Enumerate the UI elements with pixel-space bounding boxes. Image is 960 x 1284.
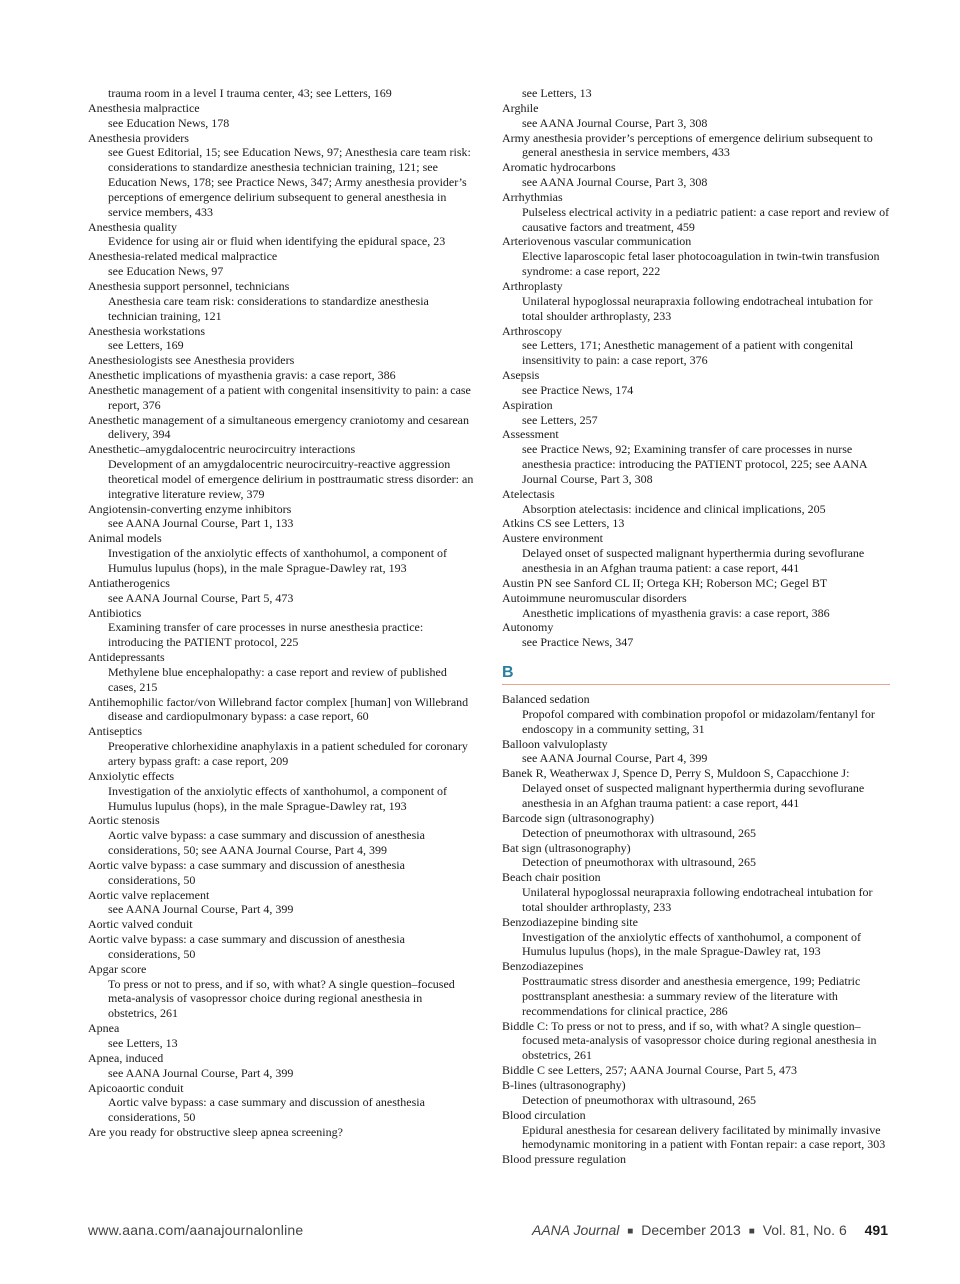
index-entry: [88, 442, 474, 501]
index-term: Anesthesia providers: [88, 130, 189, 145]
index-entry: [502, 915, 890, 960]
index-term: Arghile: [502, 100, 539, 115]
index-entry: [88, 606, 474, 651]
index-column-left: [88, 86, 474, 1140]
index-entry: [502, 516, 890, 531]
index-term: Aortic stenosis: [88, 813, 160, 828]
index-term: Antiatherogenics: [88, 575, 170, 590]
index-entry: [502, 766, 890, 811]
index-subentry: Evidence for using air or fluid when identifying the epidural space, 23: [108, 234, 446, 249]
index-entry: [502, 692, 890, 737]
index-term: Benzodiazepine binding site: [502, 914, 638, 929]
index-subentry: Propofol compared with combination propofol or midazolam/fentanyl for endoscopy in a community setting, 31: [522, 706, 875, 736]
index-subentry: see Letters, 257: [522, 412, 598, 427]
index-entry: [502, 811, 890, 841]
index-entry: [88, 383, 474, 413]
index-entry: [88, 724, 474, 769]
index-entry: [502, 398, 890, 428]
index-subentry: Delayed onset of suspected malignant hyperthermia during sevoflurane anesthesia in an Afghan trauma patient: a case report, 441: [522, 546, 865, 575]
index-entry: [502, 1019, 890, 1064]
index-subentry: see Practice News, 174: [522, 382, 634, 397]
index-entry: [88, 1021, 474, 1051]
index-subentry: Preoperative chlorhexidine anaphylaxis in a patient scheduled for coronary artery bypass graft: a case report, 209: [108, 739, 468, 768]
index-entry: [502, 591, 890, 621]
index-entry: [502, 1063, 890, 1078]
index-entry: [88, 1081, 474, 1126]
index-entry: [502, 324, 890, 369]
index-term: Barcode sign (ultrasonography): [502, 810, 654, 825]
index-entry: [88, 279, 474, 324]
index-subentry: Detection of pneumothorax with ultrasound, 265: [522, 1092, 756, 1107]
index-entry: [502, 1078, 890, 1108]
index-section-b: [502, 692, 890, 1167]
index-entry: [502, 131, 890, 161]
index-subentry: Anesthesia care team risk: considerations to standardize anesthesia technician training, 121: [108, 293, 429, 323]
index-subentry: see Guest Editorial, 15; see Education News, 97; Anesthesia care team risk: considerations to standardize anesthesia technician training, 121; see Education News, 178; see Practice News, 347; Army anesthesia provider’s perceptions of emergence delirium subsequent to general anesthesia in service members, 433: [108, 145, 471, 219]
index-entry: [88, 813, 474, 858]
index-entry: [88, 531, 474, 576]
index-subentry: see AANA Journal Course, Part 4, 399: [108, 1065, 294, 1080]
index-entry: [502, 576, 890, 591]
index-term: Benzodiazepines: [502, 959, 584, 974]
index-entry: [88, 86, 474, 101]
index-term: Atelectasis: [502, 486, 555, 501]
index-subentry: see AANA Journal Course, Part 4, 399: [108, 902, 294, 917]
index-term: Anesthesia support personnel, technicians: [88, 278, 290, 293]
index-term: Aromatic hydrocarbons: [502, 160, 616, 175]
index-term: Aortic valved conduit: [88, 917, 193, 932]
index-entry: [88, 932, 474, 962]
index-term: Austere environment: [502, 531, 603, 546]
index-term: Anesthesia-related medical malpractice: [88, 249, 278, 264]
index-entry: [88, 1051, 474, 1081]
index-term: Apicoaortic conduit: [88, 1080, 184, 1095]
index-term: Anesthesia workstations: [88, 323, 205, 338]
index-entry: [88, 576, 474, 606]
index-subentry: Pulseless electrical activity in a pediatric patient: a case report and review of causative factors and treatment, 459: [522, 204, 890, 234]
index-entry: [502, 427, 890, 486]
index-entry: [502, 737, 890, 767]
index-entry: [502, 531, 890, 576]
index-entry: [88, 353, 474, 368]
index-term: Animal models: [88, 531, 162, 546]
index-term: Austin PN see Sanford CL II; Ortega KH; Roberson MC; Gegel BT: [502, 575, 828, 590]
index-subentry: see Letters, 13: [108, 1036, 178, 1050]
index-term: Antibiotics: [88, 605, 142, 620]
index-entry: [502, 870, 890, 915]
index-subentry: see Practice News, 92; Examining transfer of care processes in nurse anesthesia practice: introducing the PATIENT protocol, 225; see AANA Journal Course, Part 3, 308: [522, 442, 867, 486]
index-term: Assessment: [502, 427, 559, 442]
index-entry: [88, 368, 474, 383]
index-entry: [502, 620, 890, 650]
index-subentry: see AANA Journal Course, Part 5, 473: [108, 590, 294, 605]
index-entry: [88, 101, 474, 131]
index-term: Blood pressure regulation: [502, 1152, 626, 1167]
index-term: Asepsis: [502, 368, 540, 383]
index-entry: [88, 131, 474, 220]
index-entry: [502, 487, 890, 517]
index-term: Autoimmune neuromuscular disorders: [502, 590, 687, 605]
index-entry: [88, 769, 474, 814]
index-entry: [502, 368, 890, 398]
index-entry: [88, 917, 474, 932]
index-subentry: see AANA Journal Course, Part 1, 133: [108, 516, 294, 531]
separator-square-icon: ■: [627, 1226, 634, 1237]
index-term: Anesthetic management of a simultaneous emergency craniotomy and cesarean delivery, 394: [88, 412, 469, 442]
index-entry: [502, 160, 890, 190]
index-entry: [502, 959, 890, 1018]
index-subentry: Absorption atelectasis: incidence and clinical implications, 205: [522, 501, 826, 516]
index-subentry: see Practice News, 347: [522, 635, 634, 650]
index-entry: [88, 650, 474, 695]
index-term: Anesthesiologists see Anesthesia providers: [88, 353, 295, 368]
index-subentry: Anesthetic implications of myasthenia gravis: a case report, 386: [522, 605, 830, 620]
index-term: Anesthetic–amygdalocentric neurocircuitry interactions: [88, 442, 356, 457]
journal-citation: [532, 1222, 888, 1238]
index-entry: [88, 858, 474, 888]
index-entry: [502, 841, 890, 871]
index-entry: [88, 413, 474, 443]
index-term: Bat sign (ultrasonography): [502, 840, 631, 855]
index-term: Biddle C see Letters, 257; AANA Journal Course, Part 5, 473: [502, 1063, 797, 1078]
index-entry: [88, 695, 474, 725]
index-subentry: To press or not to press, and if so, with what? A single question–focused meta-analysis of vasopressor choice during regional anesthesia in obstetrics, 261: [108, 976, 455, 1021]
index-subentry: Investigation of the anxiolytic effects of xanthohumol, a component of Humulus lupulus (hops), in the male Sprague-Dawley rat, 193: [522, 929, 862, 959]
index-subentry: see Letters, 13: [522, 86, 592, 100]
index-term: Anesthetic management of a patient with congenital insensitivity to pain: a case report, 376: [88, 382, 471, 412]
page-number: 491: [864, 1222, 888, 1238]
index-subentry: see Letters, 169: [108, 338, 184, 353]
index-term: Blood circulation: [502, 1107, 586, 1122]
index-subentry: Aortic valve bypass: a case summary and discussion of anesthesia considerations, 50: [108, 1095, 425, 1125]
index-term: Arthroscopy: [502, 323, 562, 338]
index-subentry: Investigation of the anxiolytic effects of xanthohumol, a component of Humulus lupulus (hops), in the male Sprague-Dawley rat, 193: [108, 783, 448, 813]
index-entry: [502, 234, 890, 279]
index-term: Antiseptics: [88, 724, 142, 739]
index-term: Apnea: [88, 1021, 120, 1036]
index-subentry: Investigation of the anxiolytic effects of xanthohumol, a component of Humulus lupulus (hops), in the male Sprague-Dawley rat, 193: [108, 546, 448, 575]
index-subentry: see Education News, 178: [108, 115, 230, 130]
index-subentry: Unilateral hypoglossal neurapraxia following endotracheal intubation for total shoulder arthroplasty, 233: [522, 293, 873, 323]
index-subentry: Methylene blue encephalopathy: a case report and review of published cases, 215: [108, 664, 447, 694]
index-column-right: [502, 86, 890, 1167]
index-term: Anxiolytic effects: [88, 768, 175, 783]
index-term: B-lines (ultrasonography): [502, 1078, 626, 1092]
index-term: Anesthesia malpractice: [88, 100, 200, 115]
index-entry: [502, 190, 890, 235]
journal-volume: Vol. 81, No. 6: [762, 1222, 847, 1238]
index-subentry: Elective laparoscopic fetal laser photocoagulation in twin-twin transfusion syndrome: a case report, 222: [522, 249, 880, 279]
index-entry: [88, 888, 474, 918]
index-entry: [88, 249, 474, 279]
index-term: Arthroplasty: [502, 278, 563, 293]
index-term: Aortic valve replacement: [88, 887, 210, 902]
journal-issue-date: December 2013: [641, 1222, 741, 1238]
index-entry: [502, 1108, 890, 1153]
index-term: Anesthesia quality: [88, 219, 177, 234]
index-term: Biddle C: To press or not to press, and if so, with what? A single question–focused meta-analysis of vasopressor choice during regional anesthesia in obstetrics, 261: [502, 1018, 877, 1063]
index-term: Banek R, Weatherwax J, Spence D, Perry S, Muldoon S, Capacchione J: Delayed onset of suspected malignant hyperthermia during sevoflurane anesthesia in an Afghan trauma patient: a case report, 441: [502, 766, 865, 810]
index-term: Balanced sedation: [502, 692, 590, 707]
index-entry: [502, 101, 890, 131]
index-subentry: Detection of pneumothorax with ultrasound, 265: [522, 825, 756, 840]
index-entry: [502, 86, 890, 101]
index-term: Atkins CS see Letters, 13: [502, 516, 625, 531]
index-subentry: see Letters, 171; Anesthetic management of a patient with congenital insensitivity to pain: a case report, 376: [522, 338, 854, 368]
index-subentry: see AANA Journal Course, Part 3, 308: [522, 175, 708, 190]
index-term: Army anesthesia provider’s perceptions of emergence delirium subsequent to general anesthesia in service members, 433: [502, 130, 873, 160]
index-term: Antihemophilic factor/von Willebrand factor complex [human] von Willebrand disease and cardiopulmonary bypass: a case report, 60: [88, 694, 469, 724]
index-term: Beach chair position: [502, 870, 601, 885]
index-term: Antidepressants: [88, 650, 165, 665]
index-subentry: Aortic valve bypass: a case summary and discussion of anesthesia considerations, 50; see AANA Journal Course, Part 4, 399: [108, 828, 425, 858]
index-subentry: Development of an amygdalocentric neurocircuitry-reactive aggression theoretical model of emergence delirium in posttraumatic stress disorder: an integrative literature review, 379: [108, 457, 474, 501]
separator-square-icon: ■: [748, 1226, 755, 1237]
section-heading-b: B: [502, 664, 890, 685]
index-entry: [502, 1152, 890, 1167]
index-entry: [88, 1125, 474, 1140]
index-term: Balloon valvuloplasty: [502, 736, 608, 751]
index-term: Autonomy: [502, 620, 554, 635]
index-term: Apgar score: [88, 961, 147, 976]
index-subentry: Posttraumatic stress disorder and anesthesia emergence, 199; Pediatric posttransplant anesthesia: a summary review of the literature with recommendations for clinical practice, 286: [522, 974, 861, 1018]
index-term: Arteriovenous vascular communication: [502, 234, 692, 249]
index-section-a-continued: [502, 86, 890, 650]
journal-url[interactable]: www.aana.com/aanajournalonline: [88, 1222, 304, 1238]
index-subentry: Unilateral hypoglossal neurapraxia following endotracheal intubation for total shoulder arthroplasty, 233: [522, 885, 873, 914]
index-entry: [88, 502, 474, 532]
index-subentry: Detection of pneumothorax with ultrasound, 265: [522, 855, 756, 870]
index-term: Are you ready for obstructive sleep apnea screening?: [88, 1125, 343, 1140]
index-entry: [88, 220, 474, 250]
index-subentry: see AANA Journal Course, Part 3, 308: [522, 115, 708, 130]
index-term: Apnea, induced: [88, 1050, 164, 1065]
journal-name: AANA Journal: [531, 1222, 620, 1238]
index-subentry: Examining transfer of care processes in nurse anesthesia practice: introducing the PATIENT protocol, 225: [108, 620, 424, 650]
index-subentry: Epidural anesthesia for cesarean delivery facilitated by minimally invasive hemodynamic monitoring in a patient with Fontan repair: a case report, 303: [522, 1122, 886, 1152]
index-term: Aspiration: [502, 397, 553, 412]
index-subentry: see AANA Journal Course, Part 4, 399: [522, 751, 708, 766]
index-term: Aortic valve bypass: a case summary and discussion of anesthesia considerations, 50: [88, 857, 405, 887]
index-entry: [88, 324, 474, 354]
index-term: Arrhythmias: [502, 189, 563, 204]
index-entry: [502, 279, 890, 324]
index-entry: [88, 962, 474, 1021]
index-subentry: trauma room in a level I trauma center, 43; see Letters, 169: [108, 86, 392, 100]
index-term: Aortic valve bypass: a case summary and discussion of anesthesia considerations, 50: [88, 932, 405, 961]
index-term: Anesthetic implications of myasthenia gravis: a case report, 386: [88, 368, 396, 383]
index-subentry: see Education News, 97: [108, 264, 224, 279]
index-term: Angiotensin-converting enzyme inhibitors: [88, 501, 292, 516]
